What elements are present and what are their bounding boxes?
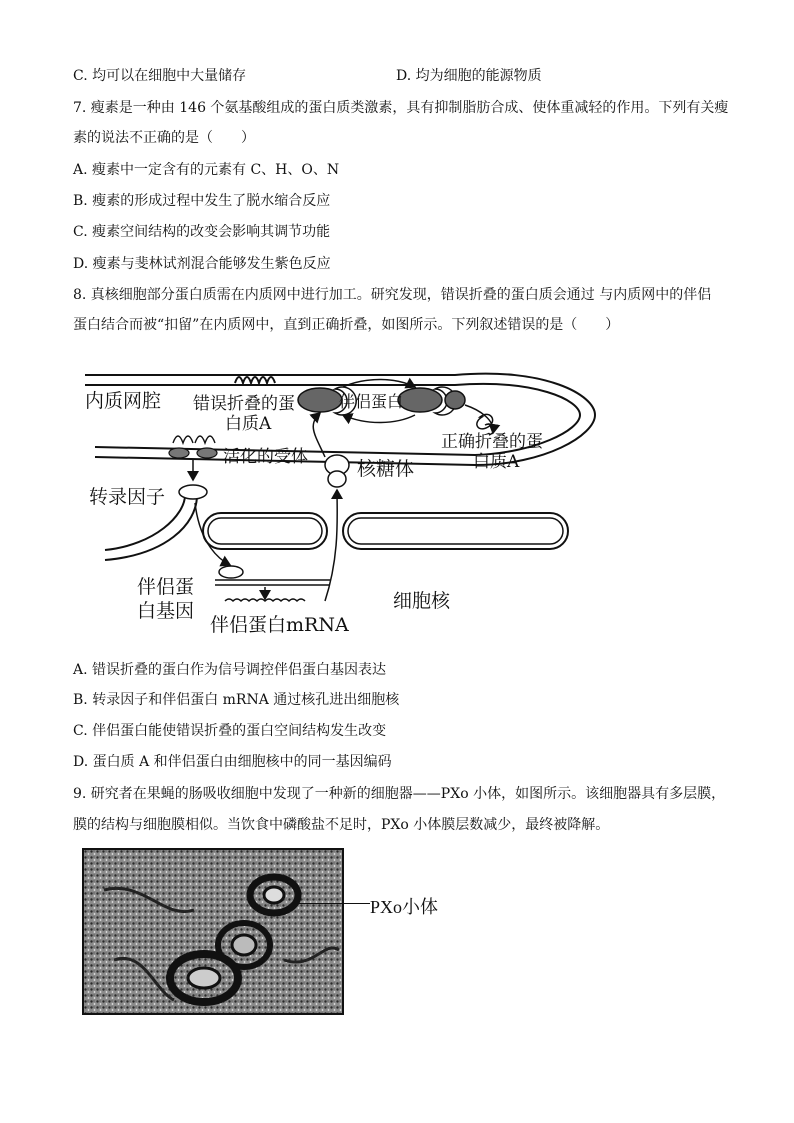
q7-option-b: B. 瘦素的形成过程中发生了脱水缩合反应 — [73, 193, 331, 209]
q6-option-d: D. 均为细胞的能源物质 — [396, 68, 542, 84]
label-correct-2: 白质A — [473, 452, 520, 472]
label-gene-1: 伴侣蛋 — [137, 576, 195, 598]
label-er-lumen: 内质网腔 — [85, 390, 162, 412]
micrograph-texture — [84, 850, 342, 1013]
pxo-label: PXo小体 — [370, 897, 439, 917]
label-tf: 转录因子 — [89, 486, 166, 508]
ribosome-protein-strand — [313, 413, 325, 457]
q9-stem-line1: 9. 研究者在果蝇的肠吸收细胞中发现了一种新的细胞器——PXo 小体，如图所示。该细胞器具有多层膜， — [73, 786, 726, 802]
pxo-pointer-line — [296, 903, 370, 904]
q9-stem-line2: 膜的结构与细胞膜相似。当饮食中磷酸盐不足时，PXo 小体膜层数减少，最终被降解。 — [73, 817, 610, 833]
label-gene-2: 白基因 — [137, 600, 195, 622]
label-misfolded-2: 白质A — [225, 414, 272, 434]
label-receptor: 活化的受体 — [223, 447, 308, 467]
q8-option-a: A. 错误折叠的蛋白作为信号调控伴侣蛋白基因表达 — [73, 662, 387, 678]
receptor-loops — [173, 436, 215, 443]
chaperone-complex-right — [398, 387, 465, 415]
label-misfolded-1: 错误折叠的蛋 — [193, 394, 295, 414]
q8-option-d: D. 蛋白质 A 和伴侣蛋白由细胞核中的同一基因编码 — [73, 754, 392, 770]
ribosome — [325, 455, 349, 487]
q7-stem-line2: 素的说法不正确的是（ ） — [73, 130, 255, 146]
q7-stem-line1: 7. 瘦素是一种由 146 个氨基酸组成的蛋白质类激素，具有抑制脂肪合成、使体重减轻的作用。下列有关瘦 — [73, 100, 729, 116]
label-nucleus: 细胞核 — [393, 590, 451, 612]
pxo-micrograph — [82, 848, 344, 1015]
nuclear-pore-block-1-inner — [208, 518, 322, 544]
q8-option-b: B. 转录因子和伴侣蛋白 mRNA 通过核孔进出细胞核 — [73, 692, 400, 708]
q7-option-a: A. 瘦素中一定含有的元素有 C、H、O、N — [73, 162, 340, 178]
q8-option-c: C. 伴侣蛋白能使错误折叠的蛋白空间结构发生改变 — [73, 723, 387, 739]
er-chaperone-diagram — [75, 355, 635, 645]
nuclear-pore-block-2-inner — [348, 518, 563, 544]
q8-stem-line2: 蛋白结合而被“扣留”在内质网中，直到正确折叠，如图所示。下列叙述错误的是（ ） — [73, 317, 620, 333]
label-chaperone: 伴侣蛋白 — [339, 392, 404, 411]
mrna-strand — [225, 599, 305, 601]
q6-option-c: C. 均可以在细胞中大量储存 — [73, 68, 247, 84]
misfolded-protein-squiggle — [235, 377, 275, 383]
transcription-factor-shape — [179, 485, 207, 499]
label-ribosome: 核糖体 — [357, 458, 415, 480]
q7-option-d: D. 瘦素与斐林试剂混合能够发生紫色反应 — [73, 256, 331, 272]
chaperone-cycle-arrow-bottom — [343, 415, 415, 423]
tf-bound-to-gene — [219, 566, 243, 578]
chaperone-gene-dna — [215, 580, 330, 585]
receptor-left — [169, 448, 189, 458]
label-mrna: 伴侣蛋白mRNA — [210, 614, 349, 636]
q8-stem-line1: 8. 真核细胞部分蛋白质需在内质网中进行加工。研究发现，错误折叠的蛋白质会通过 与内质网中的伴侣 — [73, 287, 712, 303]
q7-option-c: C. 瘦素空间结构的改变会影响其调节功能 — [73, 224, 331, 240]
label-correct-1: 正确折叠的蛋 — [441, 432, 543, 452]
receptor-right — [197, 448, 217, 458]
